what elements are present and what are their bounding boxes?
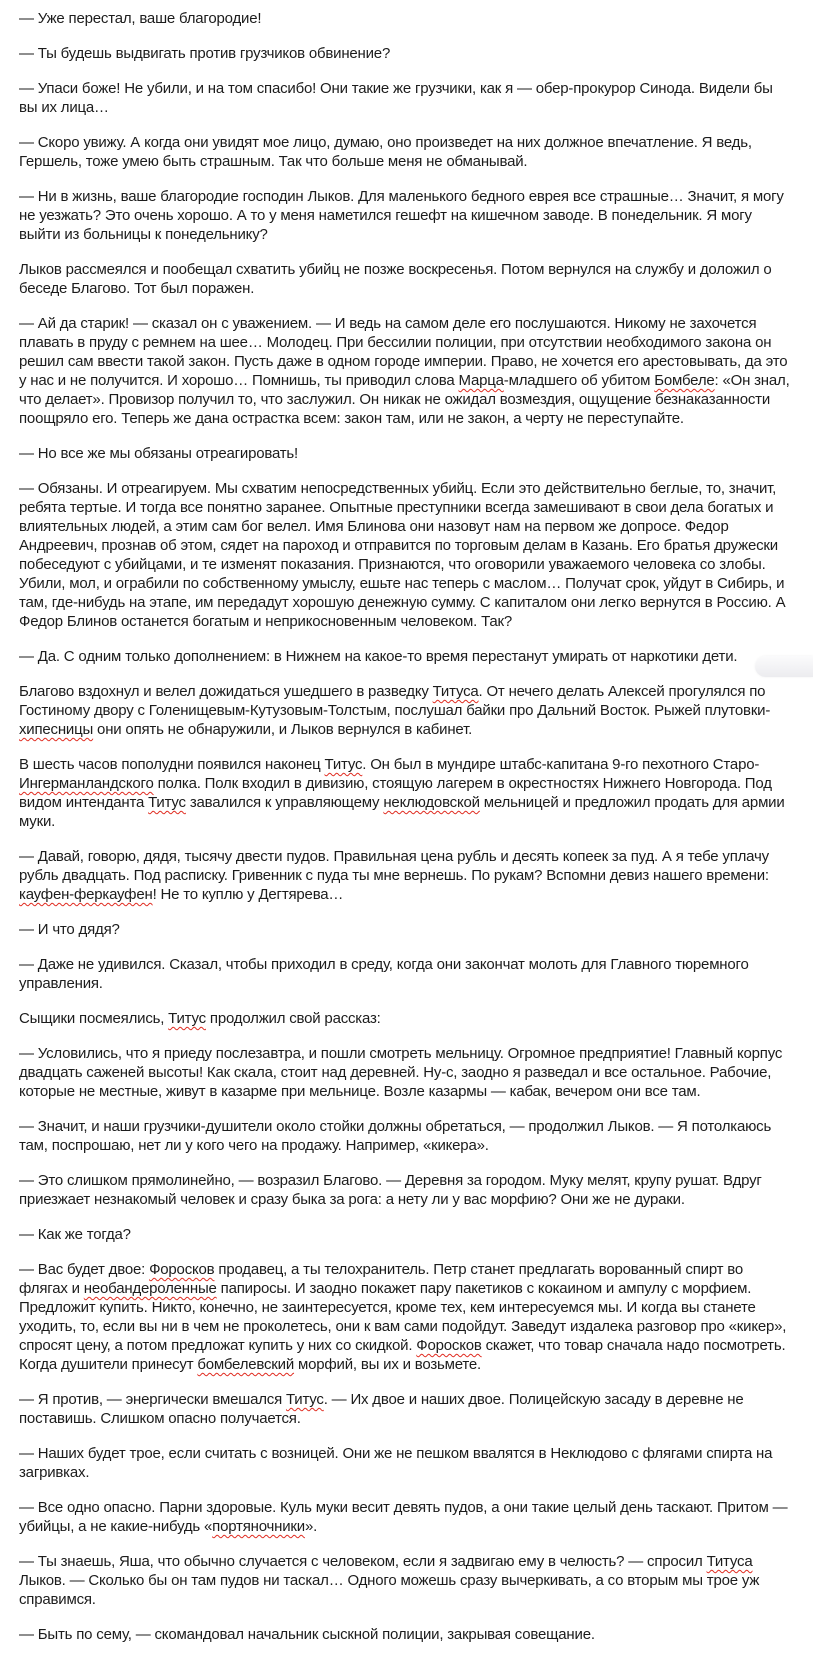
text-run: — Быть по сему, — скомандовал начальник сыскной полиции, закрывая совещание. — [19, 1626, 595, 1643]
paragraph — [19, 479, 794, 631]
text-run: мельницей и предложил продать для армии муки. — [19, 794, 785, 830]
text-run: продавец, а ты телохранитель. Петр станет предлагать ворованный спирт во флягах и — [19, 1261, 744, 1297]
text-run: — Ни в жизнь, ваше благородие господин Лыков. Для маленького бедного еврея все страшные… Значит, я могу не уезжать? Это очень хорошо. А то у меня наметился гешефт на кишечном заводе. В понедельник. Я могу выйти из больницы к понедельнику? — [19, 188, 784, 243]
text-run: завалился к управляющему — [185, 794, 384, 811]
text-run: — Но все же мы обязаны отреагировать! — [19, 445, 299, 462]
text-run: ». — [304, 1518, 318, 1535]
text-run: Сыщики посмеялись, — [19, 1010, 169, 1027]
misspelled-word: Бомбеле — [654, 372, 715, 389]
text-run: ! Не то куплю у Дегтярева… — [152, 886, 344, 903]
text-run: скажет, что товар сначала надо посмотреть. Когда душители принесут — [19, 1337, 786, 1373]
paragraph — [19, 682, 794, 739]
text-run: полка. Полк входил в дивизию, стоящую лагерем в окрестностях Нижнего Новгорода. Под видом интенданта — [19, 775, 772, 811]
misspelled-word: Титуса — [432, 683, 479, 700]
misspelled-word: Титус — [148, 794, 186, 811]
misspelled-word: хипесницы — [19, 721, 94, 738]
misspelled-word: портяночники — [212, 1518, 305, 1535]
text-run: — Ты знаешь, Яша, что обычно случается с человеком, если я задвигаю ему в челюсть? — спросил — [19, 1553, 707, 1570]
text-run: — Давай, говорю, дядя, тысячу двести пудов. Правильная цена рубль и десять копеек за пуд. А я тебе уплачу рубль двадцать. Под расписку. Гривенник с пуда ты мне вернешь. По рукам? Вспомни девиз нашего времени: — [19, 848, 769, 884]
misspelled-word: Титус — [168, 1010, 206, 1027]
text-run: — И что дядя? — [19, 921, 120, 938]
text-run: — Наших будет трое, если считать с возницей. Они же не пешком ввалятся в Неклюдово с флягами спирта на загривках. — [19, 1445, 773, 1481]
text-run: — Уже перестал, ваше благородие! — [19, 10, 262, 27]
paragraph — [19, 444, 794, 463]
text-run: — Ты будешь выдвигать против грузчиков обвинение? — [19, 45, 391, 62]
text-run: Благово вздохнул и велел дожидаться ушедшего в разведку — [19, 683, 433, 700]
text-run: — Ай да старик! — сказал он с уважением. — И ведь на самом деле его послушаются. Никому не захочется плавать в пруду с ремнем на шее… Молодец. При бессилии полиции, при отсутствии необходимого закона он решил сам ввести такой закон. Пусть даже в одном городе империи. Право, не хочется его арестовывать, да это у нас и не получится. И хорошо… Помнишь, ты приводил слова — [19, 315, 788, 389]
misspelled-word: Марца — [458, 372, 504, 389]
paragraph — [19, 44, 794, 63]
paragraph — [19, 1498, 794, 1536]
paragraph — [19, 1009, 794, 1028]
text-run: — Скоро увижу. А когда они увидят мое лицо, думаю, оно произведет на них должное впечатление. Я ведь, Гершель, тоже умею быть страшным. Так что больше меня не обманывай. — [19, 134, 752, 170]
text-run: . От нечего делать Алексей прогулялся по Гостиному двору с Голенищевым-Кутузовым-Толстым, послушал байки про Дальний Восток. Рыжей плутовки- — [19, 683, 771, 719]
misspelled-word: Титус — [324, 756, 363, 773]
text-run: они опять не обнаружили, и Лыков вернулся в кабинет. — [93, 721, 473, 738]
text-run: — Даже не удивился. Сказал, чтобы приходил в среду, когда они закончат молоть для Главного тюремного управления. — [19, 956, 749, 992]
misspelled-word: необандероленные — [83, 1280, 217, 1297]
paragraph — [19, 847, 794, 904]
paragraph — [19, 187, 794, 244]
text-run: морфий, вы их и возьмете. — [294, 1356, 481, 1373]
text-run: -младшего об убитом — [503, 372, 655, 389]
text-run: В шесть часов пополудни появился наконец — [19, 756, 325, 773]
text-run: — Я против, — энергически вмешался — [19, 1391, 286, 1408]
text-run: . — Их двое и наших двое. Полицейскую засаду в деревне не поставишь. Слишком опасно получается. — [19, 1391, 744, 1427]
text-run: Лыков рассмеялся и пообещал схватить убийц не позже воскресенья. Потом вернулся на службу и доложил о беседе Благово. Тот был поражен. — [19, 261, 772, 297]
text-run: — Обязаны. И отреагируем. Мы схватим непосредственных убийц. Если это действительно беглые, то, значит, ребята тертые. И тогда все понятно заранее. Опытные преступники всегда замешивают в свои дела богатых и влиятельных людей, а этим сам бог велел. Имя Блинова они назовут нам на первом же допросе. Федор Андреевич, прознав об этом, сядет на пароход и отправится по торговым делам в Казань. Его братья дружески побеседуют с убийцами, и те изменят показания. Признаются, что оговорили уважаемого человека со злобы. Убили, мол, и ограбили по собственному умыслу, ешьте нас теперь с маслом… Получат срок, уйдут в Сибирь, и там, где-нибудь на этапе, им передадут хорошую денежную сумму. С капиталом они легко вернутся в Россию. А Федор Блинов останется богатым и неприкосновенным человеком. Так? — [19, 480, 786, 630]
misspelled-word: Форосков — [416, 1337, 482, 1354]
misspelled-word: Ингерманландского — [19, 775, 154, 792]
paragraph — [19, 260, 794, 298]
paragraph — [19, 1390, 794, 1428]
misspelled-word: бомбелевский — [197, 1356, 295, 1373]
text-run: — Да. С одним только дополнением: в Нижнем на какое-то время перестанут умирать от наркотики дети. — [19, 648, 738, 665]
misspelled-word: Титуса — [706, 1553, 753, 1570]
text-run: продолжил свой рассказ: — [205, 1010, 381, 1027]
misspelled-word: Форосков — [149, 1261, 215, 1278]
misspelled-word: кауфен-феркауфен — [19, 886, 153, 903]
paragraph — [19, 1625, 794, 1644]
edge-overlay-fragment — [755, 656, 813, 677]
paragraph — [19, 955, 794, 993]
text-run: — Условились, что я приеду послезавтра, и пошли смотреть мельницу. Огромное предприятие! Главный корпус двадцать саженей высоты! Как скала, стоит над деревней. Ну-с, заодно я разведал и все остальное. Рабочие, которые не местные, живут в казарме при мельнице. Возле казармы — кабак, вечером они все там. — [19, 1045, 783, 1100]
paragraph — [19, 1044, 794, 1101]
paragraph — [19, 1225, 794, 1244]
text-run: — Как же тогда? — [19, 1226, 131, 1243]
text-run: — Все одно опасно. Парни здоровые. Куль муки весит девять пудов, а они такие целый день таскают. Притом — убийцы, а не какие-нибудь « — [19, 1499, 788, 1535]
text-run: Лыков. — Сколько бы он там пудов ни таскал… Одного можешь сразу вычеркивать, а со вторым мы трое уж справимся. — [19, 1572, 760, 1608]
paragraph — [19, 1552, 794, 1609]
text-run: — Упаси боже! Не убили, и на том спасибо! Они такие же грузчики, как я — обер-прокурор Синода. Видели бы вы их лица… — [19, 80, 773, 116]
text-run: — Это слишком прямолинейно, — возразил Благово. — Деревня за городом. Муку мелят, крупу рушат. Вдруг приезжает незнакомый человек и сразу быка за рога: а нету ли у вас морфию? Они же не дураки. — [19, 1172, 762, 1208]
misspelled-word: Титус — [285, 1391, 324, 1408]
text-run: — Вас будет двое: — [19, 1261, 150, 1278]
paragraph — [19, 755, 794, 831]
paragraph — [19, 1117, 794, 1155]
text-run: . Он был в мундире штабс-капитана 9-го пехотного Старо- — [362, 756, 760, 773]
paragraph — [19, 647, 794, 666]
paragraph — [19, 314, 794, 428]
paragraph — [19, 79, 794, 117]
text-run: — Значит, и наши грузчики-душители около стойки должны обретаться, — продолжил Лыков. — Я потолкаюсь там, поспрошаю, нет ли у кого чего на продажу. Например, «кикера». — [19, 1118, 772, 1154]
text-run: : «Он знал, что делает». Провизор получил то, что заслужил. Он никак не ожидал возмездия, ощущение безнаказанности поощряло его. Теперь же дана острастка всем: закон там, или не закон, а черту не переступайте. — [19, 372, 790, 427]
paragraph — [19, 9, 794, 28]
paragraph — [19, 1444, 794, 1482]
misspelled-word: неклюдовской — [383, 794, 480, 811]
paragraph — [19, 1171, 794, 1209]
paragraph — [19, 133, 794, 171]
paragraph — [19, 1260, 794, 1374]
text-run: папиросы. И заодно покажет пару пакетиков с кокаином и ампулу с морфием. Предложит купить. Никто, конечно, не заинтересуется, кроме тех, кем интересуемся мы. И когда вы станете уходить, то, если вы ни в чем не проколетесь, они к вам сами подойдут. Заведут издалека разговор про «кикер», спросят цену, а потом предложат купить у них со скидкой. — [19, 1280, 787, 1354]
paragraph — [19, 920, 794, 939]
